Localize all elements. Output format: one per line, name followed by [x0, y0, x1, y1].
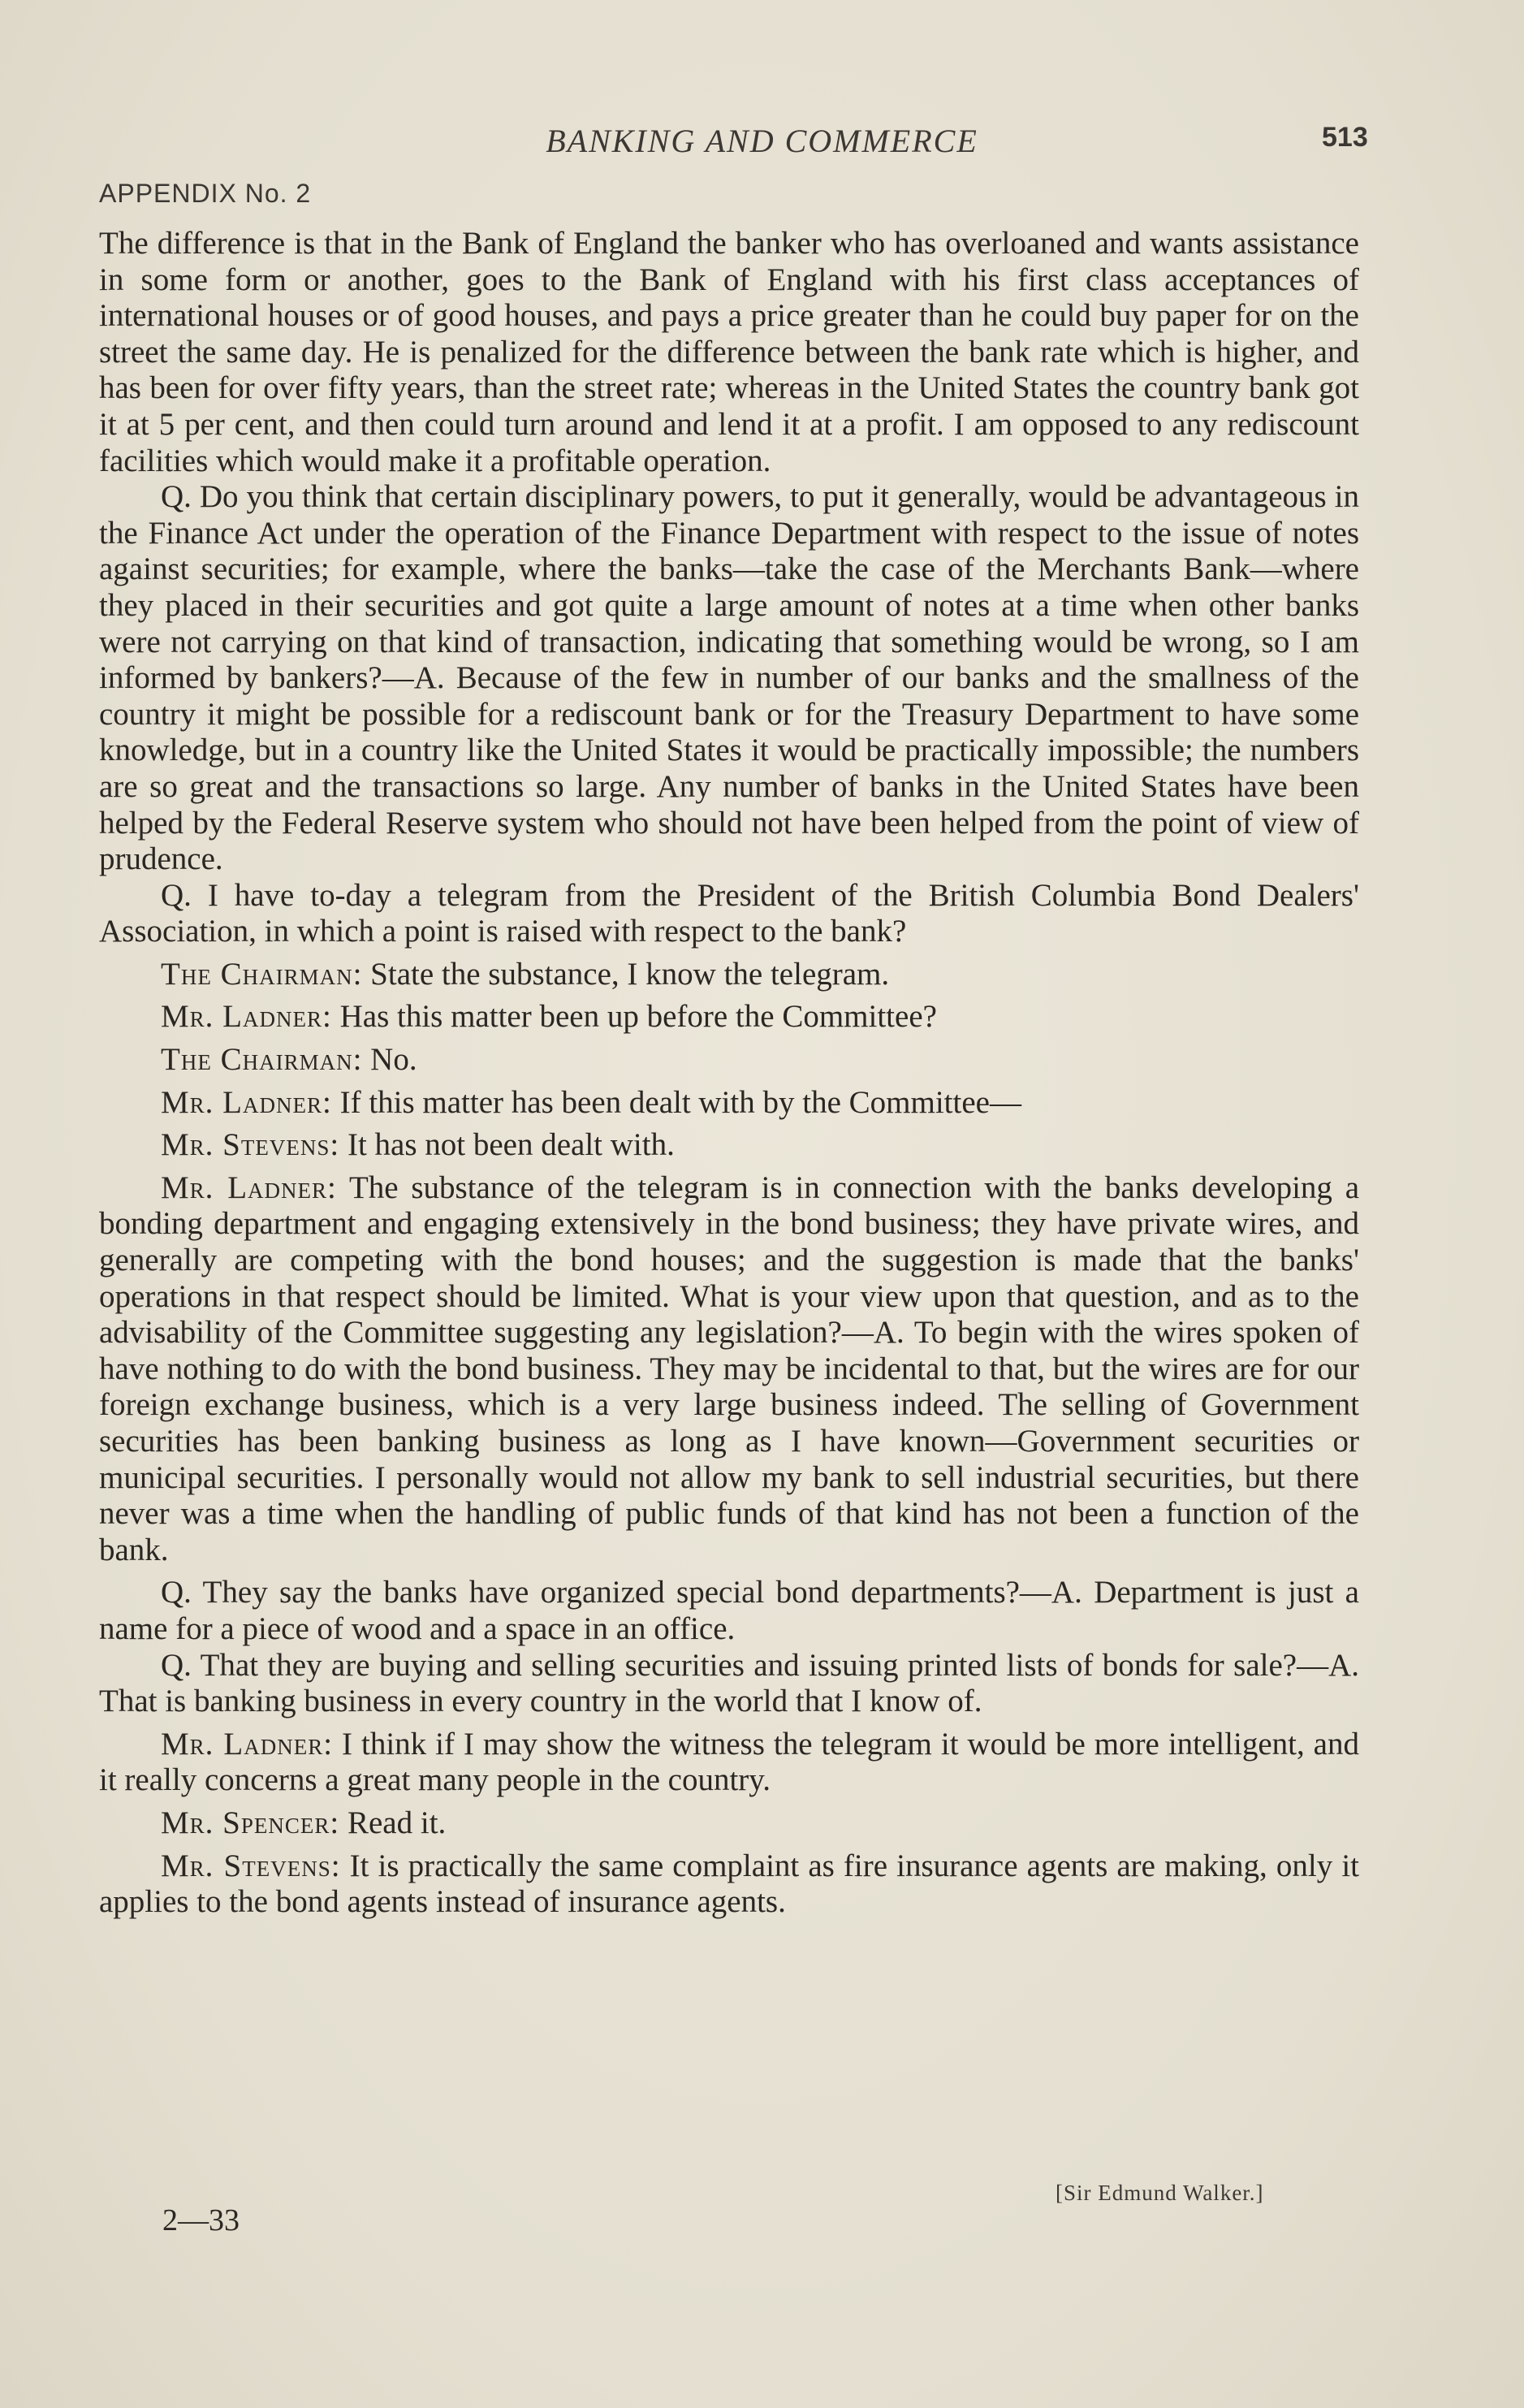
speech-text: No.	[362, 1042, 417, 1078]
speaker-name: Mr. Ladner:	[161, 1726, 334, 1762]
speech	[99, 1727, 1359, 1799]
appendix-label: APPENDIX No. 2	[99, 179, 312, 208]
speaker-note: [Sir Edmund Walker.]	[1056, 2181, 1264, 2205]
speech-text: State the substance, I know the telegram.	[362, 956, 890, 992]
speech	[99, 1042, 1359, 1079]
speech-text: Read it.	[339, 1805, 447, 1840]
speech	[99, 999, 1359, 1035]
speech-text: If this matter has been dealt with by the Committee—	[331, 1084, 1021, 1120]
paragraph: Q. Do you think that certain disciplinary powers, to put it generally, would be advantageous in the Finance Act under the operation of the Finance Department with respect to the issue of notes against securities; for example, where the banks—take the case of the Merchants Bank—where they placed in their securities and got quite a large amount of notes at a time when other banks were not carrying on that kind of transaction, indicating that something would be wrong, so I am informed by bankers?—A. Because of the few in number of our banks and the smallness of the country it might be possible for a rediscount bank or for the Treasury Department to have some knowledge, but in a country like the United States it would be practically impossible; the numbers are so great and the transactions so large. Any number of banks in the United States have been helped by the Federal Reserve system who should not have been helped from the point of view of prudence.	[99, 479, 1359, 877]
speech	[99, 1085, 1359, 1122]
speaker-name: The Chairman:	[161, 1042, 363, 1078]
speech-text: Has this matter been up before the Committee?	[331, 999, 937, 1035]
speech	[99, 1848, 1359, 1921]
signature-mark: 2—33	[162, 2203, 240, 2237]
speaker-name: Mr. Stevens:	[161, 1127, 340, 1163]
speech	[99, 1127, 1359, 1164]
speaker-name: Mr. Ladner:	[161, 1169, 337, 1205]
speaker-name: Mr. Ladner:	[161, 999, 332, 1035]
speaker-name: The Chairman:	[161, 956, 363, 992]
speech	[99, 957, 1359, 993]
paragraph: Q. That they are buying and selling securities and issuing printed lists of bonds for sale?—A. That is banking business in every country in the world that I know of.	[99, 1647, 1359, 1719]
paragraph: Q. They say the banks have organized special bond departments?—A. Department is just a name for a piece of wood and a space in an office.	[99, 1575, 1359, 1646]
speech-text: It is practically the same complaint as fire insurance agents are making, only it applies to the bond agents instead of insurance agents.	[99, 1848, 1359, 1920]
speech-text: It has not been dealt with.	[339, 1127, 675, 1163]
body-text	[99, 226, 1359, 1921]
speaker-name: Mr. Stevens:	[161, 1848, 341, 1883]
page-number: 513	[1322, 122, 1368, 153]
speech	[99, 1805, 1359, 1842]
speech-text: I think if I may show the witness the telegram it would be more intelligent, and it really concerns a great many people in the country.	[99, 1726, 1359, 1798]
speech-text: The substance of the telegram is in connection with the banks developing a bonding department and engaging extensively in the bond business; they have private wires, and generally are competing with the bond houses; and the suggestion is made that the banks' operations in that respect should be limited. What is your view upon that question, and as to the advisability of the Committee suggesting any legislation?—A. To begin with the wires spoken of have nothing to do with the bond business. They may be incidental to that, but the wires are for our foreign exchange business, which is a very large business indeed. The selling of Government securities has been banking business as long as I have known—Government securities or municipal securities. I personally would not allow my bank to sell industrial securities, but there never was a time when the handling of public funds of that kind has not been a function of the bank.	[99, 1169, 1360, 1567]
running-title: BANKING AND COMMERCE	[546, 123, 978, 159]
paragraph: Q. I have to-day a telegram from the President of the British Columbia Bond Dealers' Association, in which a point is raised with respect to the bank?	[99, 877, 1359, 949]
paragraph: The difference is that in the Bank of England the banker who has overloaned and wants assistance in some form or another, goes to the Bank of England with his first class acceptances of international houses or of good houses, and pays a price greater than he could buy paper for on the street the same day. He is penalized for the difference between the bank rate which is higher, and has been for over fifty years, than the street rate; whereas in the United States the country bank got it at 5 per cent, and then could turn around and lend it at a profit. I am opposed to any rediscount facilities which would make it a profitable operation.	[99, 226, 1359, 478]
speech	[99, 1170, 1359, 1569]
speaker-name: Mr. Spencer:	[161, 1805, 340, 1840]
speaker-name: Mr. Ladner:	[161, 1084, 332, 1120]
